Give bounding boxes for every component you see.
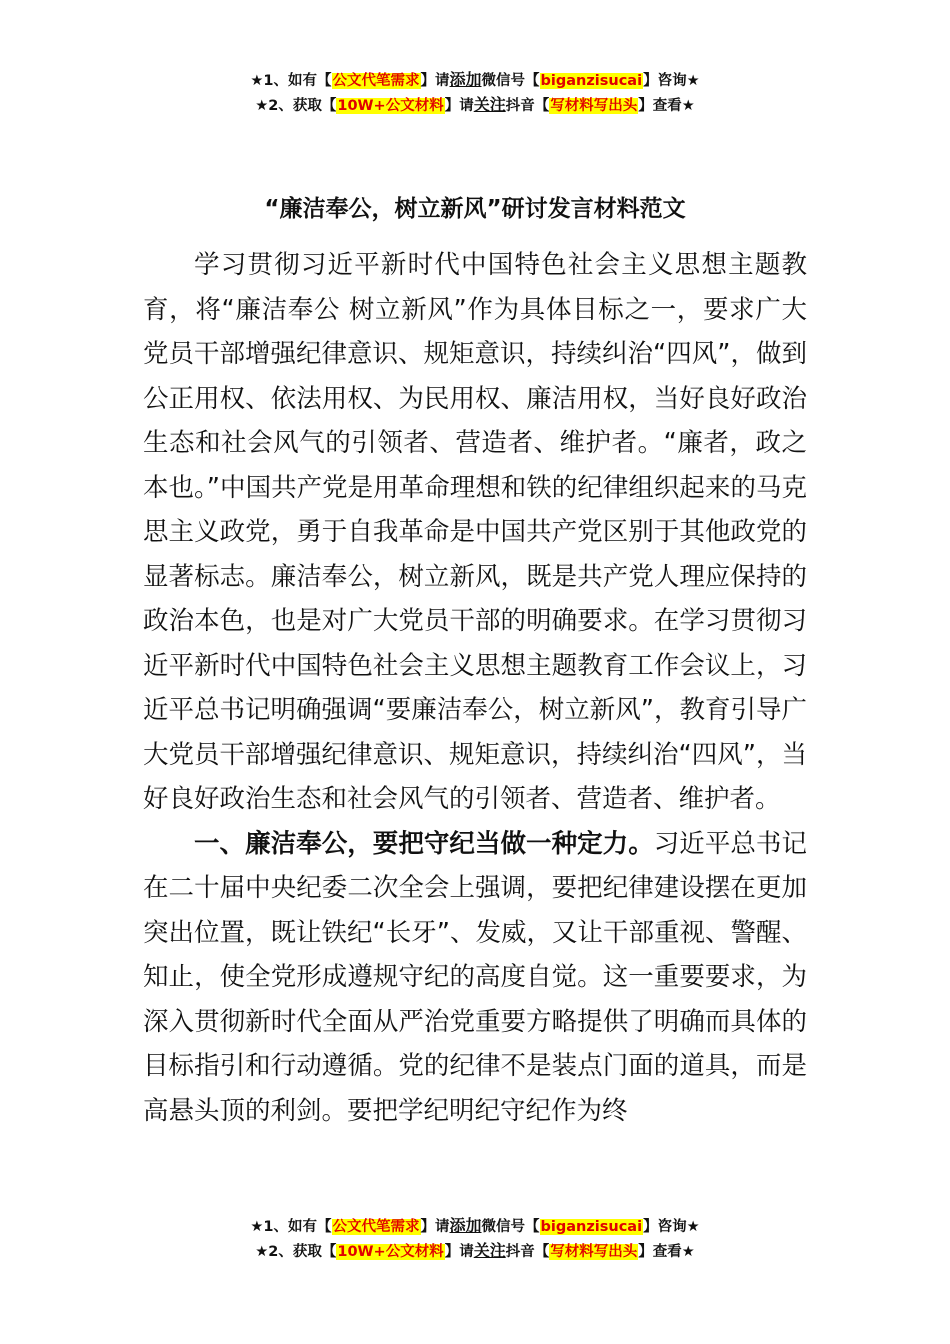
banner-keyword: 添加 <box>449 70 482 89</box>
banner-keyword: 添加 <box>449 1216 482 1235</box>
section-text: 习近平总书记在二十届中央纪委二次全会上强调，要把纪律建设摆在更加突出位置，既让铁纪“长牙”、发威，又让干部重视、警醒、知止，使全党形成遵规守纪的高度自觉。这一重要要求，为深入贯彻新时代全面从严治党重要方略提供了明确而具体的目标指引和行动遵循。党的纪律不是装点门面的道具，而是高悬头顶的利剑。要把学纪明纪守纪作为终 <box>143 828 807 1126</box>
banner-text: ★2、获取【 <box>255 1244 337 1260</box>
banner-line-1 <box>0 68 950 93</box>
banner-line-1 <box>0 1214 950 1239</box>
banner-text: 】咨询★ <box>643 1219 700 1235</box>
document-title: “廉洁奉公，树立新风”研讨发言材料范文 <box>264 196 686 222</box>
banner-highlight: biganzisucai <box>540 1219 643 1235</box>
banner-highlight: 10W+公文材料 <box>337 1244 444 1260</box>
banner-text: 】请 <box>444 1244 474 1260</box>
banner-text: 】查看★ <box>638 98 695 114</box>
banner-highlight: 公文代笔需求 <box>332 1219 420 1235</box>
section-heading: 一、廉洁奉公，要把守纪当做一种定力。 <box>194 828 654 859</box>
banner-text: 抖音【 <box>505 98 550 114</box>
banner-text: 】查看★ <box>638 1244 695 1260</box>
banner-text: 微信号【 <box>481 1219 540 1235</box>
header-banner <box>0 68 950 118</box>
paragraph-section-1 <box>143 822 807 1134</box>
banner-keyword: 关注 <box>473 1241 506 1260</box>
banner-highlight: 写材料写出头 <box>550 1244 638 1260</box>
banner-highlight: 10W+公文材料 <box>337 98 444 114</box>
banner-text: 】咨询★ <box>643 73 700 89</box>
banner-text: ★1、如有【 <box>250 73 332 89</box>
banner-text: ★1、如有【 <box>250 1219 332 1235</box>
paragraph-intro: 学习贯彻习近平新时代中国特色社会主义思想主题教育，将“廉洁奉公 树立新风”作为具体目标之一，要求广大党员干部增强纪律意识、规矩意识，持续纠治“四风”，做到公正用权、依法用权、为民用权、廉洁用权，当好良好政治生态和社会风气的引领者、营造者、维护者。“廉者，政之本也。”中国共产党是用革命理想和铁的纪律组织起来的马克思主义政党，勇于自我革命是中国共产党区别于其他政党的显著标志。廉洁奉公，树立新风，既是共产党人理应保持的政治本色，也是对广大党员干部的明确要求。在学习贯彻习近平新时代中国特色社会主义思想主题教育工作会议上，习近平总书记明确强调“要廉洁奉公，树立新风”，教育引导广大党员干部增强纪律意识、规矩意识，持续纠治“四风”，当好良好政治生态和社会风气的引领者、营造者、维护者。 <box>143 250 807 814</box>
banner-highlight: 写材料写出头 <box>550 98 638 114</box>
banner-text: ★2、获取【 <box>255 98 337 114</box>
document-body <box>143 243 807 1175</box>
banner-text: 】请 <box>420 73 450 89</box>
banner-text: 】请 <box>420 1219 450 1235</box>
banner-text: 】请 <box>444 98 474 114</box>
banner-line-2 <box>0 93 950 118</box>
banner-line-2 <box>0 1239 950 1264</box>
banner-highlight: 公文代笔需求 <box>332 73 420 89</box>
banner-highlight: biganzisucai <box>540 73 643 89</box>
footer-banner <box>0 1214 950 1264</box>
banner-keyword: 关注 <box>473 95 506 114</box>
banner-text: 微信号【 <box>481 73 540 89</box>
banner-text: 抖音【 <box>505 1244 550 1260</box>
